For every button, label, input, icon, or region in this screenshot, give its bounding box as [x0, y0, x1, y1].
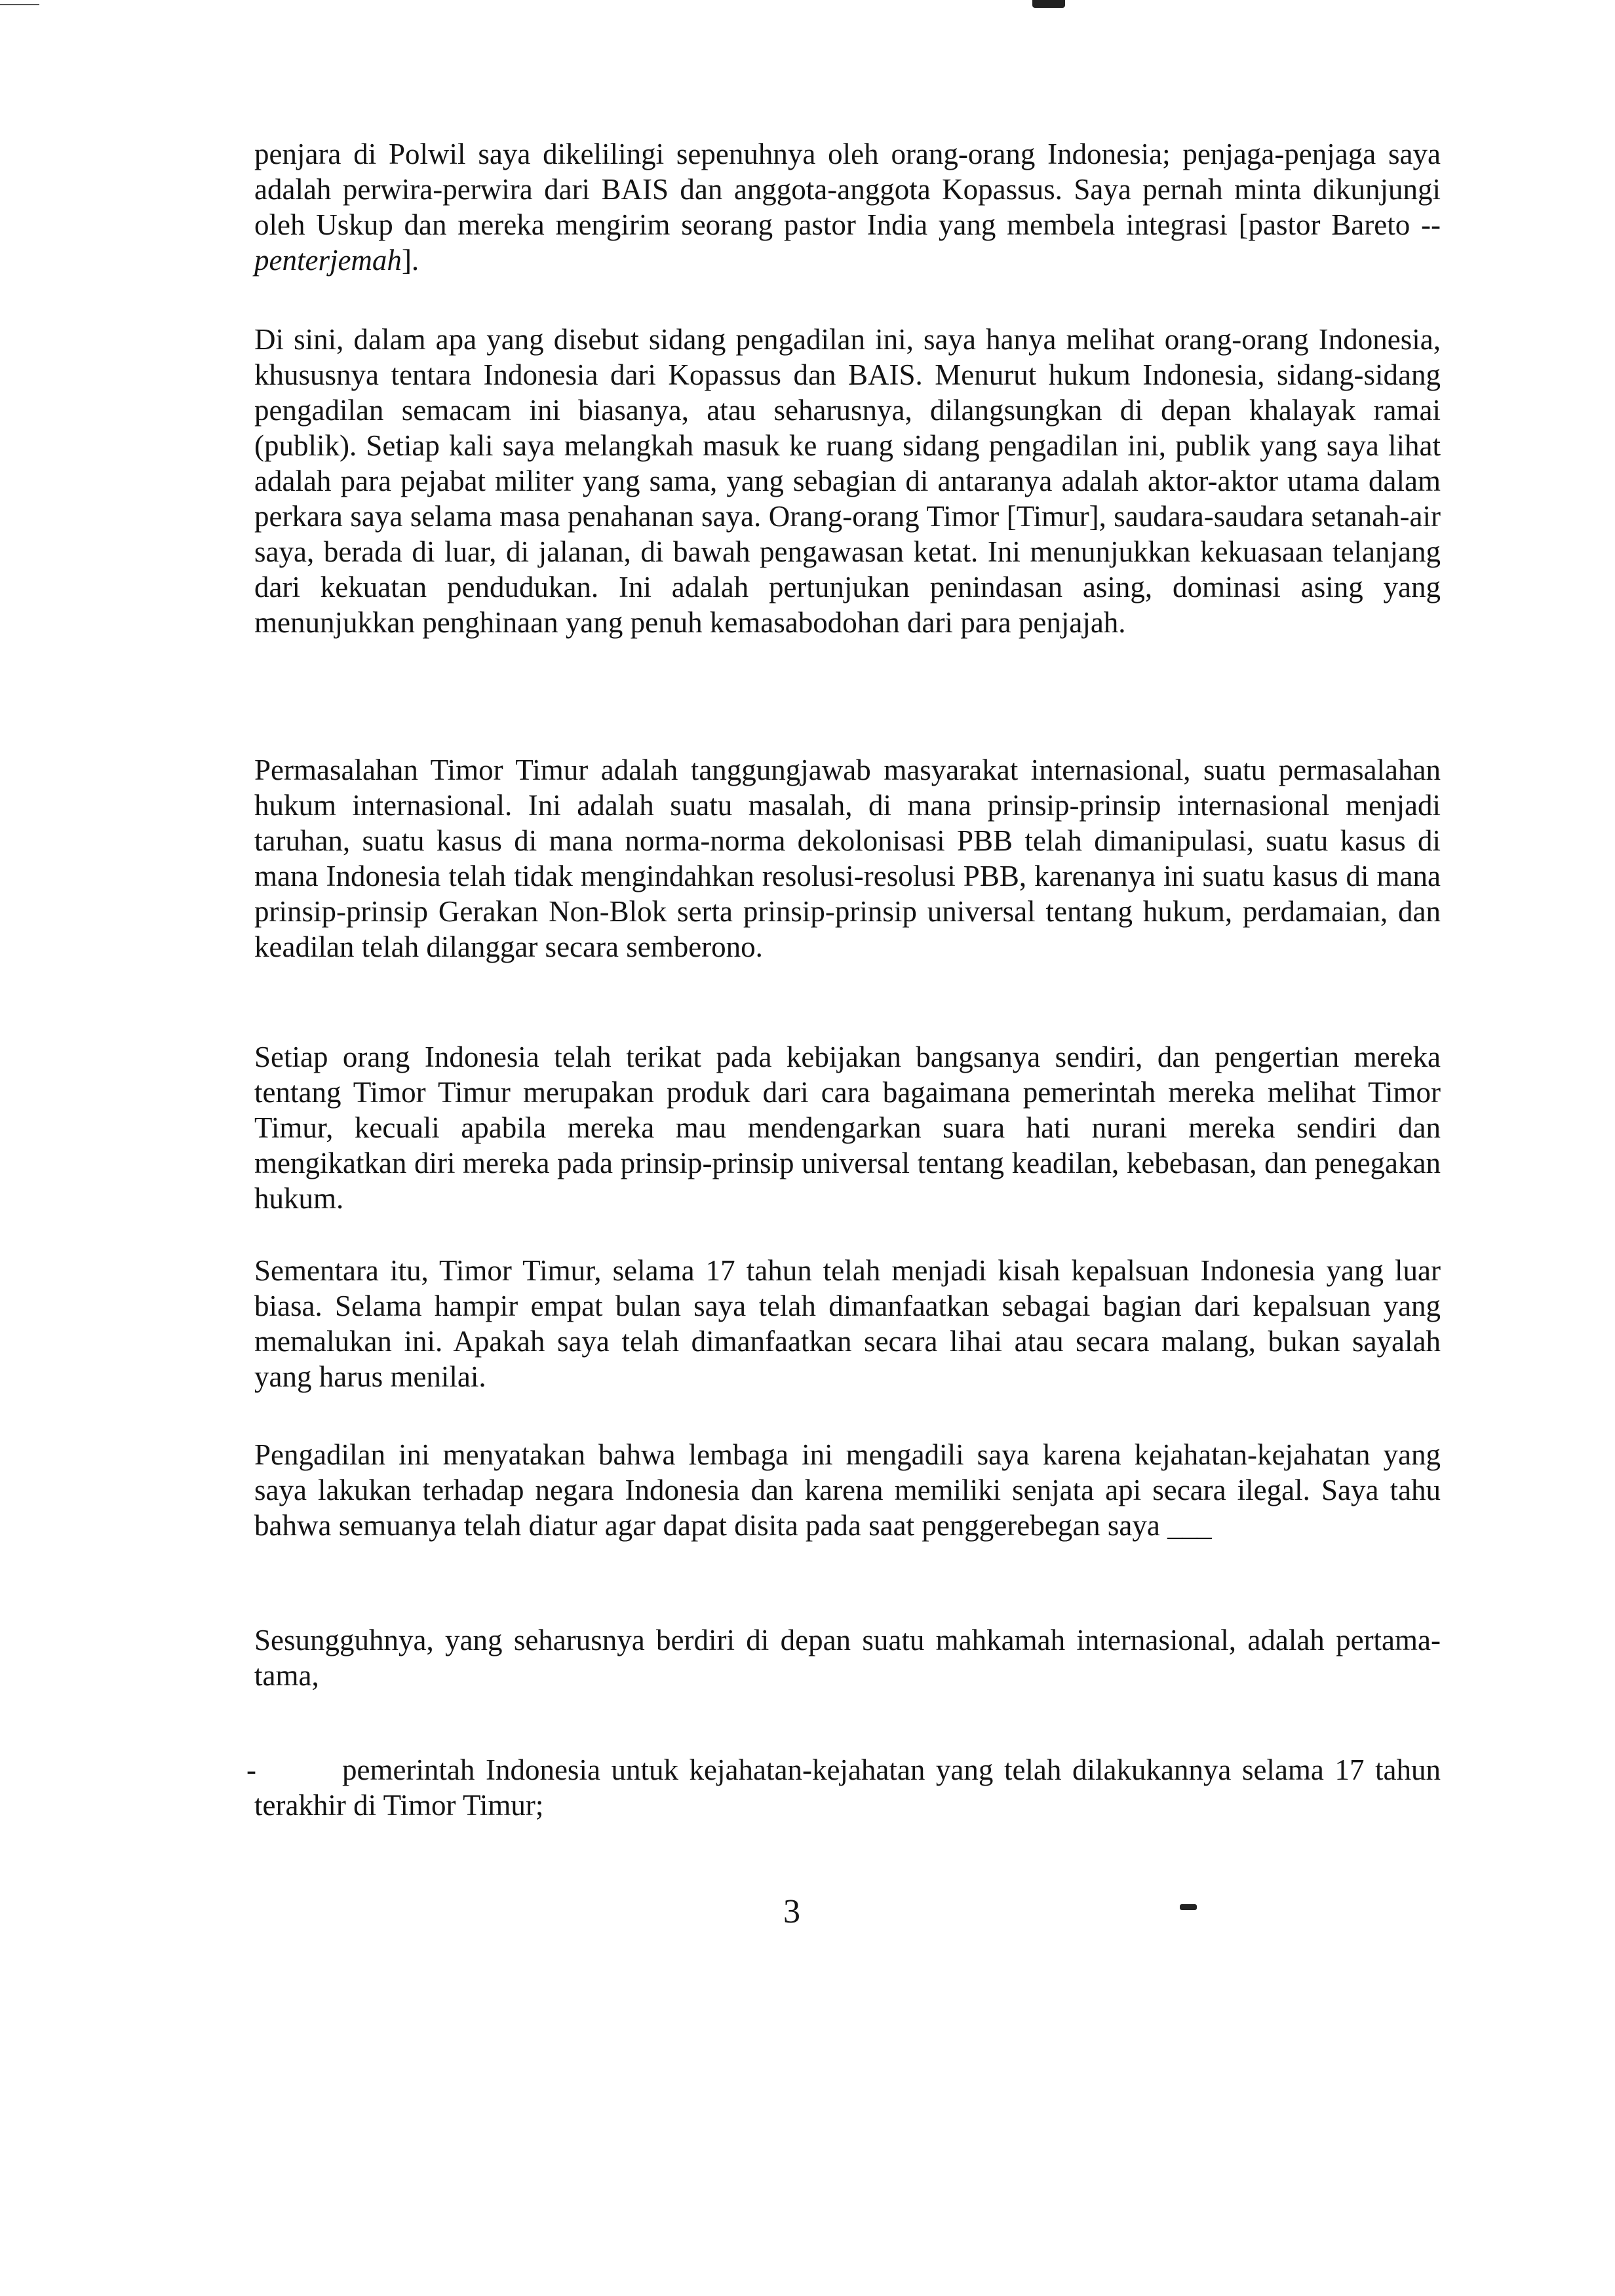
list-item-text: pemerintah Indonesia untuk kejahatan-kejahatan yang telah dilakukannya selama 17 tahun terakhir di Timor Timur;	[254, 1753, 1441, 1822]
paragraph-2: Di sini, dalam apa yang disebut sidang pengadilan ini, saya hanya melihat orang-orang Indonesia, khususnya tentara Indonesia dari Kopassus dan BAIS. Menurut hukum Indonesia, sidang-sidang pengadilan semacam ini biasanya, atau seharusnya, dilangsungkan di depan khalayak ramai (publik). Setiap kali saya melangkah masuk ke ruang sidang pengadilan ini, publik yang saya lihat adalah para pejabat militer yang sama, yang sebagian di antaranya adalah aktor-aktor utama dalam perkara saya selama masa penahanan saya. Orang-orang Timor [Timur], saudara-saudara setanah-air saya, berada di luar, di jalanan, di bawah pengawasan ketat. Ini menunjukkan kekuasaan telanjang dari kekuatan pendudukan. Ini adalah pertunjukan penindasan asing, dominasi asing yang menunjukkan penghinaan yang penuh kemasabodohan dari para penjajah.	[254, 323, 1441, 639]
paragraph-5: Sementara itu, Timor Timur, selama 17 tahun telah menjadi kisah kepalsuan Indonesia yang luar biasa. Selama hampir empat bulan saya telah dimanfaatkan sebagai bagian dari kepalsuan yang memalukan ini. Apakah saya telah dimanfaatkan secara lihai atau secara malang, bukan sayalah yang harus menilai.	[254, 1254, 1441, 1393]
translator-note-close: ].	[401, 244, 419, 277]
paragraph-4: Setiap orang Indonesia telah terikat pada kebijakan bangsanya sendiri, dan pengertian mereka tentang Timor Timur merupakan produk dari cara bagaimana pemerintah mereka melihat Timor Timur, kecuali apabila mereka mau mendengarkan suara hati nurani mereka sendiri dan mengikatkan diri mereka pada prinsip-prinsip universal tentang keadilan, kebebasan, dan penegakan hukum.	[254, 1041, 1441, 1215]
page-number: 3	[783, 1893, 800, 1930]
list-item-dash: -	[246, 1753, 256, 1786]
paragraph-1-text: penjara di Polwil saya dikelilingi sepenuhnya oleh orang-orang Indonesia; penjaga-penjaga saya adalah perwira-perwira dari BAIS dan anggota-anggota Kopassus. Saya pernah minta dikunjungi oleh Uskup dan mereka mengirim seorang pastor India yang membela integrasi [pastor Bareto --	[254, 138, 1441, 241]
scan-edge-mark	[0, 4, 39, 5]
scan-artifact-top	[1032, 0, 1065, 8]
paragraph-1	[254, 136, 1441, 278]
scan-artifact-right	[1180, 1904, 1197, 1910]
paragraph-3: Permasalahan Timor Timur adalah tanggungjawab masyarakat internasional, suatu permasalahan hukum internasional. Ini adalah suatu masalah, di mana prinsip-prinsip internasional menjadi taruhan, suatu kasus di mana norma-norma dekolonisasi PBB telah dimanipulasi, suatu kasus di mana Indonesia telah tidak mengindahkan resolusi-resolusi PBB, karenanya ini suatu kasus di mana prinsip-prinsip Gerakan Non-Blok serta prinsip-prinsip universal tentang hukum, perdamaian, dan keadilan telah dilanggar secara semberono.	[254, 754, 1441, 963]
translator-note: penterjemah	[254, 244, 402, 277]
list-item	[246, 1752, 1441, 1823]
paragraph-6: Pengadilan ini menyatakan bahwa lembaga ini mengadili saya karena kejahatan-kejahatan yang saya lakukan terhadap negara Indonesia dan karena memiliki senjata api secara ilegal. Saya tahu bahwa semuanya telah diatur agar dapat disita pada saat penggerebegan saya ___	[254, 1438, 1441, 1542]
paragraph-7: Sesungguhnya, yang seharusnya berdiri di depan suatu mahkamah internasional, adalah pertama-tama,	[254, 1624, 1441, 1692]
